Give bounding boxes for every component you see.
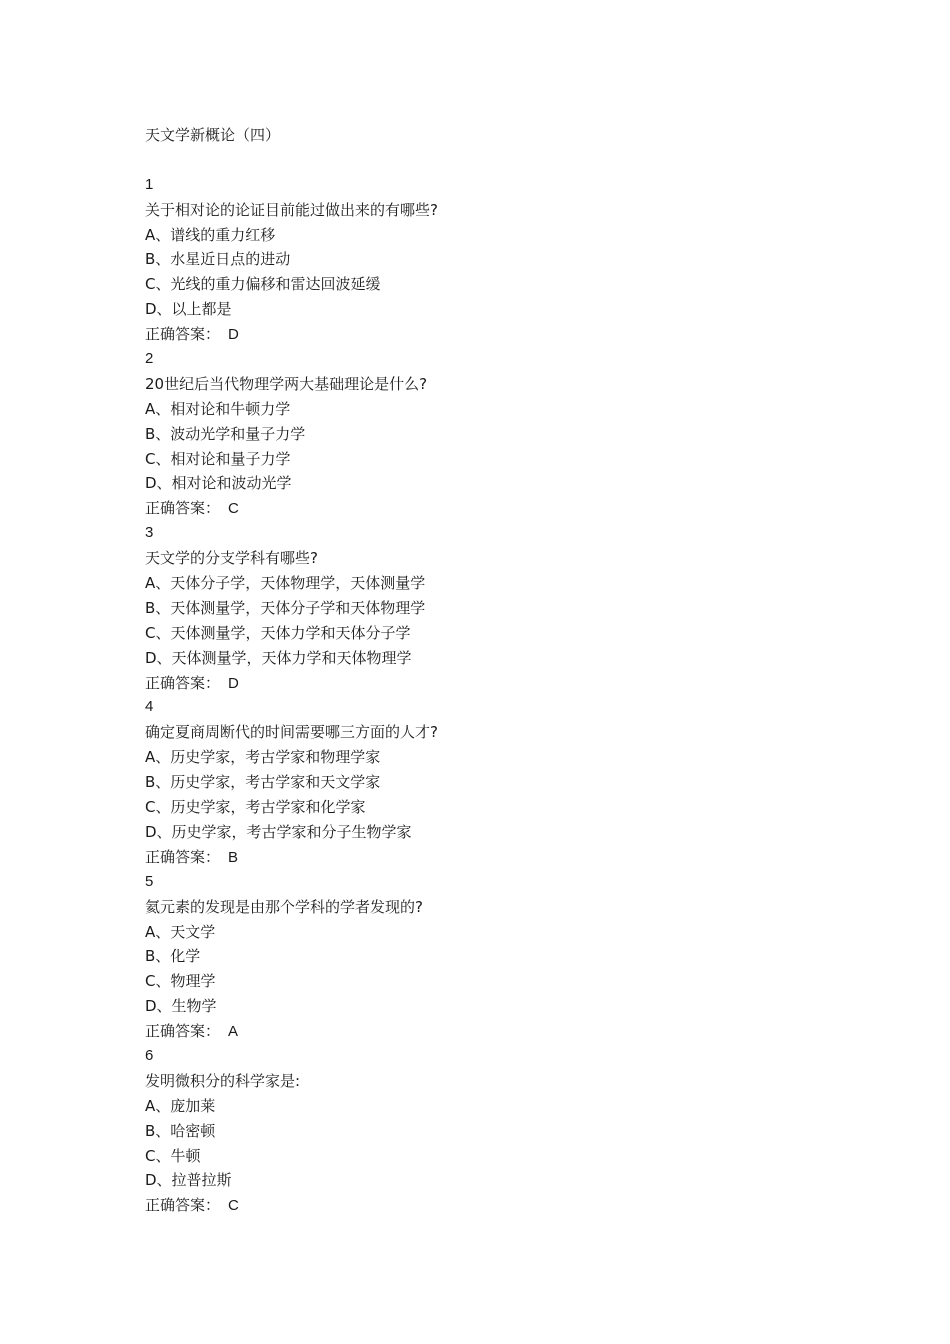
answer-option: C、光线的重力偏移和雷达回波延缓: [145, 275, 381, 294]
answer-option: B、水星近日点的进动: [145, 250, 291, 269]
answer-option: C、物理学: [145, 972, 216, 991]
answer-option: A、庞加莱: [145, 1096, 216, 1115]
correct-answer-row: [145, 322, 845, 347]
answer-option: C、相对论和量子力学: [145, 449, 291, 468]
correct-answer-value: D: [228, 326, 239, 344]
question-block: [145, 1044, 845, 1218]
answer-option: D、历史学家，考古学家和分子生物学家: [145, 822, 412, 841]
correct-answer-row: [145, 671, 845, 696]
question-number: 5: [145, 872, 154, 890]
correct-answer-label: 正确答案：: [145, 1196, 221, 1215]
answer-option: C、牛顿: [145, 1146, 201, 1165]
correct-answer-value: B: [228, 848, 239, 866]
document-title: 天文学新概论（四）: [145, 126, 281, 144]
correct-answer-value: A: [228, 1023, 239, 1041]
answer-option: D、天体测量学，天体力学和天体物理学: [145, 648, 412, 667]
answer-option: A、相对论和牛顿力学: [145, 399, 291, 418]
question-block: [145, 521, 845, 695]
question-number: 1: [145, 175, 154, 193]
question-text: 发明微积分的科学家是:: [145, 1071, 301, 1090]
correct-answer-label: 正确答案：: [145, 325, 221, 344]
answer-option: A、天文学: [145, 922, 216, 941]
answer-option: B、波动光学和量子力学: [145, 424, 306, 443]
answer-option: D、相对论和波动光学: [145, 474, 292, 493]
answer-option: A、天体分子学，天体物理学，天体测量学: [145, 574, 426, 593]
question-list: [145, 173, 845, 1218]
correct-answer-row: [145, 1019, 845, 1044]
question-block: [145, 870, 845, 1044]
question-block: [145, 347, 845, 521]
correct-answer-row: [145, 496, 845, 521]
question-block: [145, 173, 845, 347]
document-page: [145, 123, 845, 1218]
correct-answer-label: 正确答案：: [145, 1022, 221, 1041]
question-text: 关于相对论的论证目前能过做出来的有哪些?: [145, 200, 438, 219]
correct-answer-row: [145, 845, 845, 870]
correct-answer-label: 正确答案：: [145, 673, 221, 692]
answer-option: D、生物学: [145, 997, 217, 1016]
answer-option: C、历史学家，考古学家和化学家: [145, 798, 366, 817]
question-number: 4: [145, 698, 154, 716]
question-number: 2: [145, 350, 154, 368]
answer-option: D、以上都是: [145, 300, 232, 319]
question-text: 天文学的分支学科有哪些?: [145, 549, 318, 568]
question-block: [145, 695, 845, 869]
correct-answer-value: C: [228, 1197, 239, 1215]
answer-option: B、历史学家，考古学家和天文学家: [145, 773, 381, 792]
correct-answer-row: [145, 1193, 845, 1218]
answer-option: B、化学: [145, 947, 201, 966]
answer-option: B、天体测量学，天体分子学和天体物理学: [145, 598, 426, 617]
correct-answer-label: 正确答案：: [145, 499, 221, 518]
question-text: 确定夏商周断代的时间需要哪三方面的人才?: [145, 723, 438, 742]
answer-option: D、拉普拉斯: [145, 1171, 232, 1190]
answer-option: A、历史学家，考古学家和物理学家: [145, 748, 381, 767]
answer-option: C、天体测量学，天体力学和天体分子学: [145, 623, 411, 642]
correct-answer-value: D: [228, 674, 239, 692]
question-number: 6: [145, 1046, 154, 1064]
answer-option: A、谱线的重力红移: [145, 225, 276, 244]
correct-answer-value: C: [228, 500, 239, 518]
question-number: 3: [145, 524, 154, 542]
question-text: 20世纪后当代物理学两大基础理论是什么?: [145, 374, 428, 393]
answer-option: B、哈密顿: [145, 1121, 216, 1140]
correct-answer-label: 正确答案：: [145, 847, 221, 866]
question-text: 氦元素的发现是由那个学科的学者发现的?: [145, 897, 423, 916]
